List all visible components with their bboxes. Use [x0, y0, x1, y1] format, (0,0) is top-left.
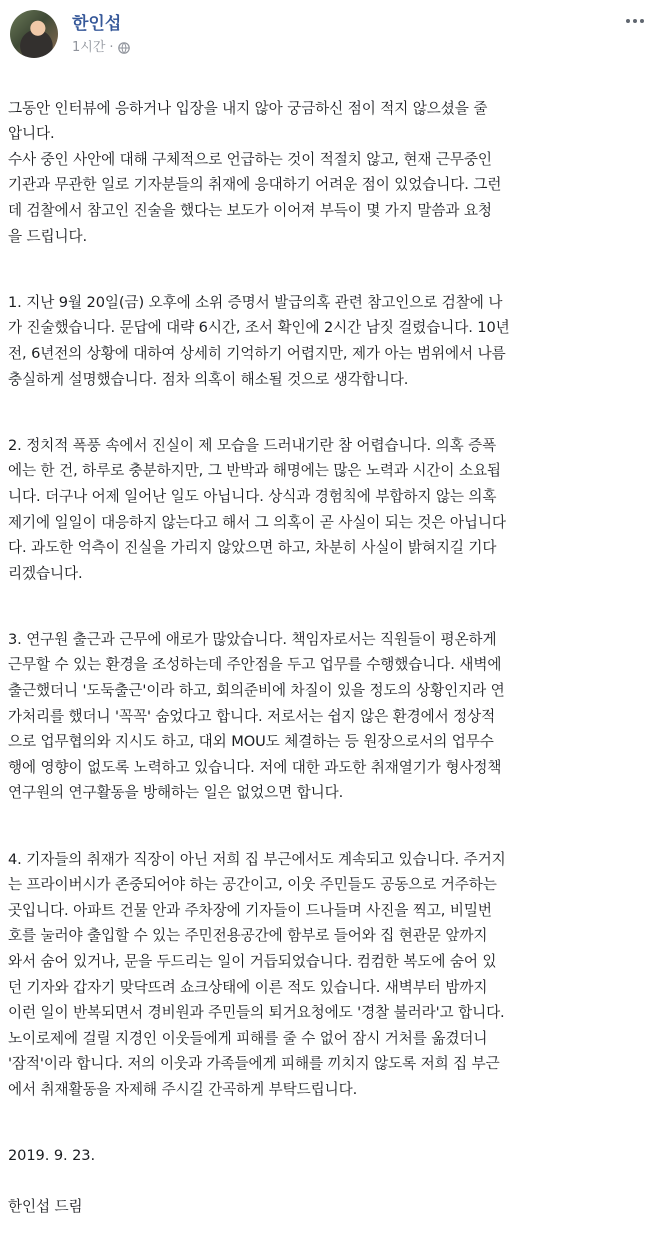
paragraph-4: 4. 기자들의 취재가 직장이 아닌 저희 집 부근에서도 계속되고 있습니다. 주거지 는 프라이버시가 존중되어야 하는 공간이고, 이웃 주민들도 공동으로 거주하는 곳입니다. 아파트 건물 안과 주차장에 기자들이 드나들며 사진을 찍고, 비밀번 호를 눌러야 출입할 수 있는 주민전용공간에 함부로 들어와 집 현관문 앞까지 와서 숨어 있거나, 문을 두드리는 일이 거듭되었습니다. 컴컴한 복도에 숨어 있 던 기자와 갑자기 맞닥뜨려 쇼크상태에 이른 적도 있습니다. 새벽부터 밤까지 이런 일이 반복되면서 경비원과 주민들의 퇴거요청에도 '경찰 불러라'고 합니다. 노이로제에 걸릴 지경인 이웃들에게 피해를 줄 수 없어 잠시 거처를 옮겼더니 '잠적'이라 합니다. 저의 이웃과 가족들에게 피해를 끼치지 않도록 저희 집 부근 에서 취재활동을 자제해 주시길 간곡하게 부탁드립니다.	[8, 850, 506, 1098]
paragraph-3: 3. 연구원 출근과 근무에 애로가 많았습니다. 책임자로서는 직원들이 평온하게 근무할 수 있는 환경을 조성하는데 주안점을 두고 업무를 수행했습니다. 새벽에 출근했더니 '도둑출근'이라 하고, 회의준비에 차질이 있을 정도의 상황인지라 연 가처리를 했더니 '꼭꼭' 숨었다고 합니다. 저로서는 쉽지 않은 환경에서 정상적 으로 업무협의와 지시도 하고, 대외 MOU도 체결하는 등 원장으로서의 업무수 행에 영향이 없도록 노력하고 있습니다. 저에 대한 과도한 취재열기가 형사정책 연구원의 연구활동을 방해하는 일은 없었으면 합니다.	[8, 630, 505, 802]
post-meta	[72, 40, 130, 56]
timestamp[interactable]: 1시간	[72, 40, 106, 55]
post-signature: 한인섭 드림	[8, 1198, 83, 1216]
avatar[interactable]	[10, 10, 58, 58]
paragraph-1: 1. 지난 9월 20일(금) 오후에 소위 증명서 발급의혹 관련 참고인으로 검찰에 나 가 진술했습니다. 문답에 대략 6시간, 조서 확인에 2시간 남짓 걸렸습니다. 10년 전, 6년전의 상황에 대하여 상세히 기억하기 어렵지만, 제가 아는 범위에서 나름 충실하게 설명했습니다. 점차 의혹이 해소될 것으로 생각합니다.	[8, 293, 510, 388]
paragraph-intro: 그동안 인터뷰에 응하거나 입장을 내지 않아 궁금하신 점이 적지 않으셨을 줄 압니다. 수사 중인 사안에 대해 구체적으로 언급하는 것이 적절치 않고, 현재 근무중인 기관과 무관한 일로 기자분들의 취재에 응대하기 어려운 점이 있었습니다. 그런 데 검찰에서 참고인 진술을 했다는 보도가 이어져 부득이 몇 가지 말씀과 요청 을 드립니다.	[8, 99, 502, 245]
post-date: 2019. 9. 23.	[8, 1147, 95, 1165]
meta-separator: ·	[109, 40, 114, 55]
more-icon[interactable]	[624, 16, 644, 26]
post-header	[10, 6, 648, 60]
post-body	[8, 70, 648, 1246]
globe-icon[interactable]	[118, 42, 130, 54]
author-name[interactable]: 한인섭	[72, 14, 122, 34]
paragraph-2: 2. 정치적 폭풍 속에서 진실이 제 모습을 드러내기란 참 어렵습니다. 의혹 증폭 에는 한 건, 하루로 충분하지만, 그 반박과 해명에는 많은 노력과 시간이 소요됩 니다. 더구나 어제 일어난 일도 아닙니다. 상식과 경험칙에 부합하지 않는 의혹 제기에 일일이 대응하지 않는다고 해서 그 의혹이 곧 사실이 되는 것은 아닙니다 다. 과도한 억측이 진실을 가리지 않았으면 하고, 차분히 사실이 밝혀지길 기다 리겠습니다.	[8, 436, 506, 582]
